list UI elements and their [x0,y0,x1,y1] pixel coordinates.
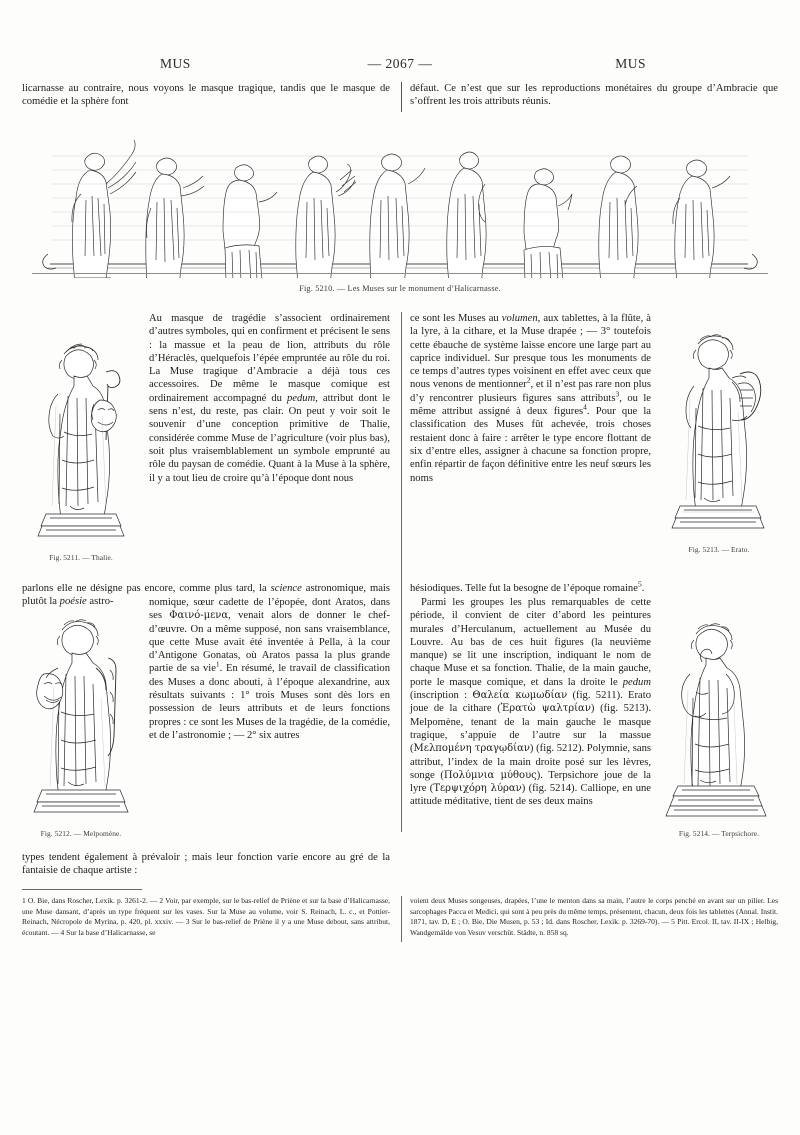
spill-1-left: parlons elle ne désigne pas encore, comme plus tard, la science astronomique, mais plutôt la poésie astro- [22,583,390,608]
footnote-rule-left [22,889,142,890]
figure-erato [660,328,778,556]
top-left-column [22,82,390,109]
figure-erato-caption: Fig. 5213. — Erato. [688,545,750,554]
running-head-right: MUS [615,56,646,71]
footnote-ref-2: 2 [526,375,531,385]
figure-terpsichore-caption: Fig. 5214. — Terpsichore. [678,829,760,838]
volumen-italic: volumen [501,313,538,324]
body-right-column-2 [410,596,778,842]
footnote-column-divider [401,896,402,942]
poesie-italic: poésie [59,596,87,608]
melpomene-engraving [22,612,140,824]
body-left-column [22,312,390,566]
footnote-ref-4: 4 [583,402,587,412]
column-divider-top [401,82,402,112]
greek-terpsichore: Τερψιχόρη λύραν [433,783,522,795]
footnotes-right: voient deux Muses songeuses, drapées, l’une le menton dans sa main, l’autre le corps penché en avant sur un pilier. Les sarcophages Pacca et Medici, qui sont à peu près du même temps, présentent, chacun, deux fois les tablettes (Annal. Instit. 1871, tav. D, E ; O. Bie, Die Musen, p. 53 ; Id. dans Roscher, Lexik. p. 3269-70). — 5 Pitt. Ercol. II, tav. II-IX ; Helbig, Wandgemälde von Vesuv verschüt. Städte, n. 858 sq. [410,896,778,937]
body-left-paragraph-1: Au masque de tragédie s’associent ordinairement d’autres symboles, qui en confirment et précisent le sens : la massue et la peau de lion, attributs du rôle d’Héraclès, quelquefois l’épée empruntée au rôle du roi. La Muse tragique d’Ambracie a déjà tous ces accessoires. De même le masque comique est ordinairement accompagné du pedum, attribut dont le sens n’est, du reste, pas clair. On peut y voir soit le souvenir d’une conception primitive de Thalie, considérée comme Muse de l’agriculture (voir plus bas), soit plus vraisemblablement un symbole emprunté au rôle du paysan de comédie. Quant à la Muse à la sphère, il y a tout lieu de croire qu’à l’époque dont nous [149,313,390,484]
pedum-italic-1: pedum [286,392,316,404]
pedum-italic-2: pedum [622,676,651,688]
footnote-ref-1: 1 [215,659,220,669]
figure-terpsichore [660,618,778,840]
science-italic: science [270,583,302,594]
muses-frieze-illustration [22,126,778,278]
running-head-left: MUS [160,56,191,71]
frieze-baseline-rule [32,273,768,274]
erato-engraving [660,328,778,540]
spill-1-right: hésiodiques. Telle fut la besogne de l’époque romaine$^5$. [410,579,645,594]
spill-2-left: types tendent également à prévaloir ; mais leur fonction varie encore au gré de la fantaisie de chaque artiste : [22,852,390,877]
figure-thalie [22,336,140,564]
top-right-column [410,82,778,109]
frieze-engraving [22,126,778,278]
greek-erato: Ἐρατὼ ψαλτρίαν [500,703,591,715]
body-right-column [410,312,778,558]
figure-thalie-caption: Fig. 5211. — Thalie. [49,553,113,562]
body-right-paragraph-2: Parmi les groupes les plus remarquables de cette période, il convient de citer d’abord les peintures murales d’Herculanum, actuellement au Musée du Louvre. Au bas de ces huit figures (la neuvième manque) se lit une inscription, indiquant le nom de chaque Muse et sa fonction. Thalie, de la main gauche, porte le masque comique, et dans la droite le pedum (inscription : Θαλεία κωμωδίαν (fig. 5211). Erato joue de la cithare (Ἐρατὼ ψαλτρίαν) (fig. 5213). Melpomène, tenant de la main gauche le masque tragique, s’appuie de l’autre sur la massue (Μελπομένη τραγῳδίαν) (fig. 5212). Polymnie, sans attribut, l’index de la main droite posé sur les lèvres, songe (Πολύμνια μύθους). Terpsichore joue de la lyre (Τερψιχόρη λύραν) (fig. 5214). Calliope, en une attitude méditative, tient de ses deux mains [410,597,652,808]
running-head [22,56,778,74]
body-left-paragraph-2: nomique, sœur cadette de l’épopée, dont Aratos, dans ses Φαινό-μενα, venait alors de donner le chef-d’œuvre. On a même supposé, non sans vraisemblance, que cette Muse avait été inventée à Pella, à la cour d’Antigone Gonatas, où Aratos passa la plus grande partie de sa vie$^1$. En résumé, le travail de classification des Muses a donc abouti, à l’époque alexandrine, aux résultats suivants : 1° trois Muses sont dès lors en possession de leurs attributs et de leurs fonctions propres : ce sont les Muses de la tragédie, de la comédie, et de l’astronomie ; — 2° six autres [149,597,390,741]
thalie-engraving [22,336,140,548]
greek-melpomene: Μελπομένη τραγῳδίαν [413,743,530,755]
footnote-ref-5: 5 [637,579,642,589]
body-right-paragraph-1: ce sont les Muses au volumen, aux tablettes, à la flûte, à la lyre, à la cithare, et la Muse drapée ; — 3° toutefois cette ébauche de système laisse encore une large part au caprice individuel. Sur presque tous les monuments de ce temps d’autres types voisinent en effet avec ceux que nous venons de mentionner$^2$, et il n’est pas rare non plus d’y rencontrer plusieurs figures sans attributs$^3$, ou le même attribut assigné à deux figures$^4$. Pour que la classification des Muses fût achevée, trois choses restaient donc à faire : arrêter le type encore flottant de six d’entre elles, assigner à chacune sa fonction propre, enfin répartir de façon définitive entre les neuf sœurs les noms [410,313,652,484]
top-left-paragraph: licarnasse au contraire, nous voyons le masque tragique, tandis que le masque de comédie et la sphère font [22,83,390,108]
body-left-column-2 [22,596,390,842]
greek-thaleia: Θαλεία κωμωδίαν [472,690,568,702]
top-right-paragraph: défaut. Ce n’est que sur les reproductions monétaires du groupe d’Ambracie que s’offrent les trois attributs réunis. [410,83,778,108]
erato-statue-illustration [660,328,778,540]
frieze-figure [22,126,778,293]
melpomene-statue-illustration [22,612,140,824]
footnote-ref-3: 3 [615,389,620,399]
figure-melpomene-caption: Fig. 5212. — Melpomène. [40,829,122,838]
greek-phainomena: Φαινό-μενα [169,610,229,622]
page-number: — 2067 — [367,56,433,71]
thalie-statue-illustration [22,336,140,548]
terpsichore-engraving [660,618,778,824]
frieze-caption: Fig. 5210. — Les Muses sur le monument d’Halicarnasse. [299,284,501,293]
main-body-lower [22,596,778,846]
footnotes-left: 1 O. Bie, dans Roscher, Lexik. p. 3261-2. — 2 Voir, par exemple, sur le bas-relief de Priène et sur la base d’Halicarnasse, une Muse dansant, d’après un type fréquent sur les vases. Sur la Muse au volume, voir S. Reinach, L. c., et Pottier-Reinach, Nécropole de Myrina, p. 420, pl. xxxiv. — 3 Sur le bas-relief de Priène il y a une Muse debout, sans attribut, écoutant. — 4 Sur la base d’Halicarnasse, se [22,896,390,937]
terpsichore-statue-illustration [660,618,778,824]
greek-polymnia: Πολύμνια μύθους [443,769,537,781]
figure-melpomene [22,612,140,840]
